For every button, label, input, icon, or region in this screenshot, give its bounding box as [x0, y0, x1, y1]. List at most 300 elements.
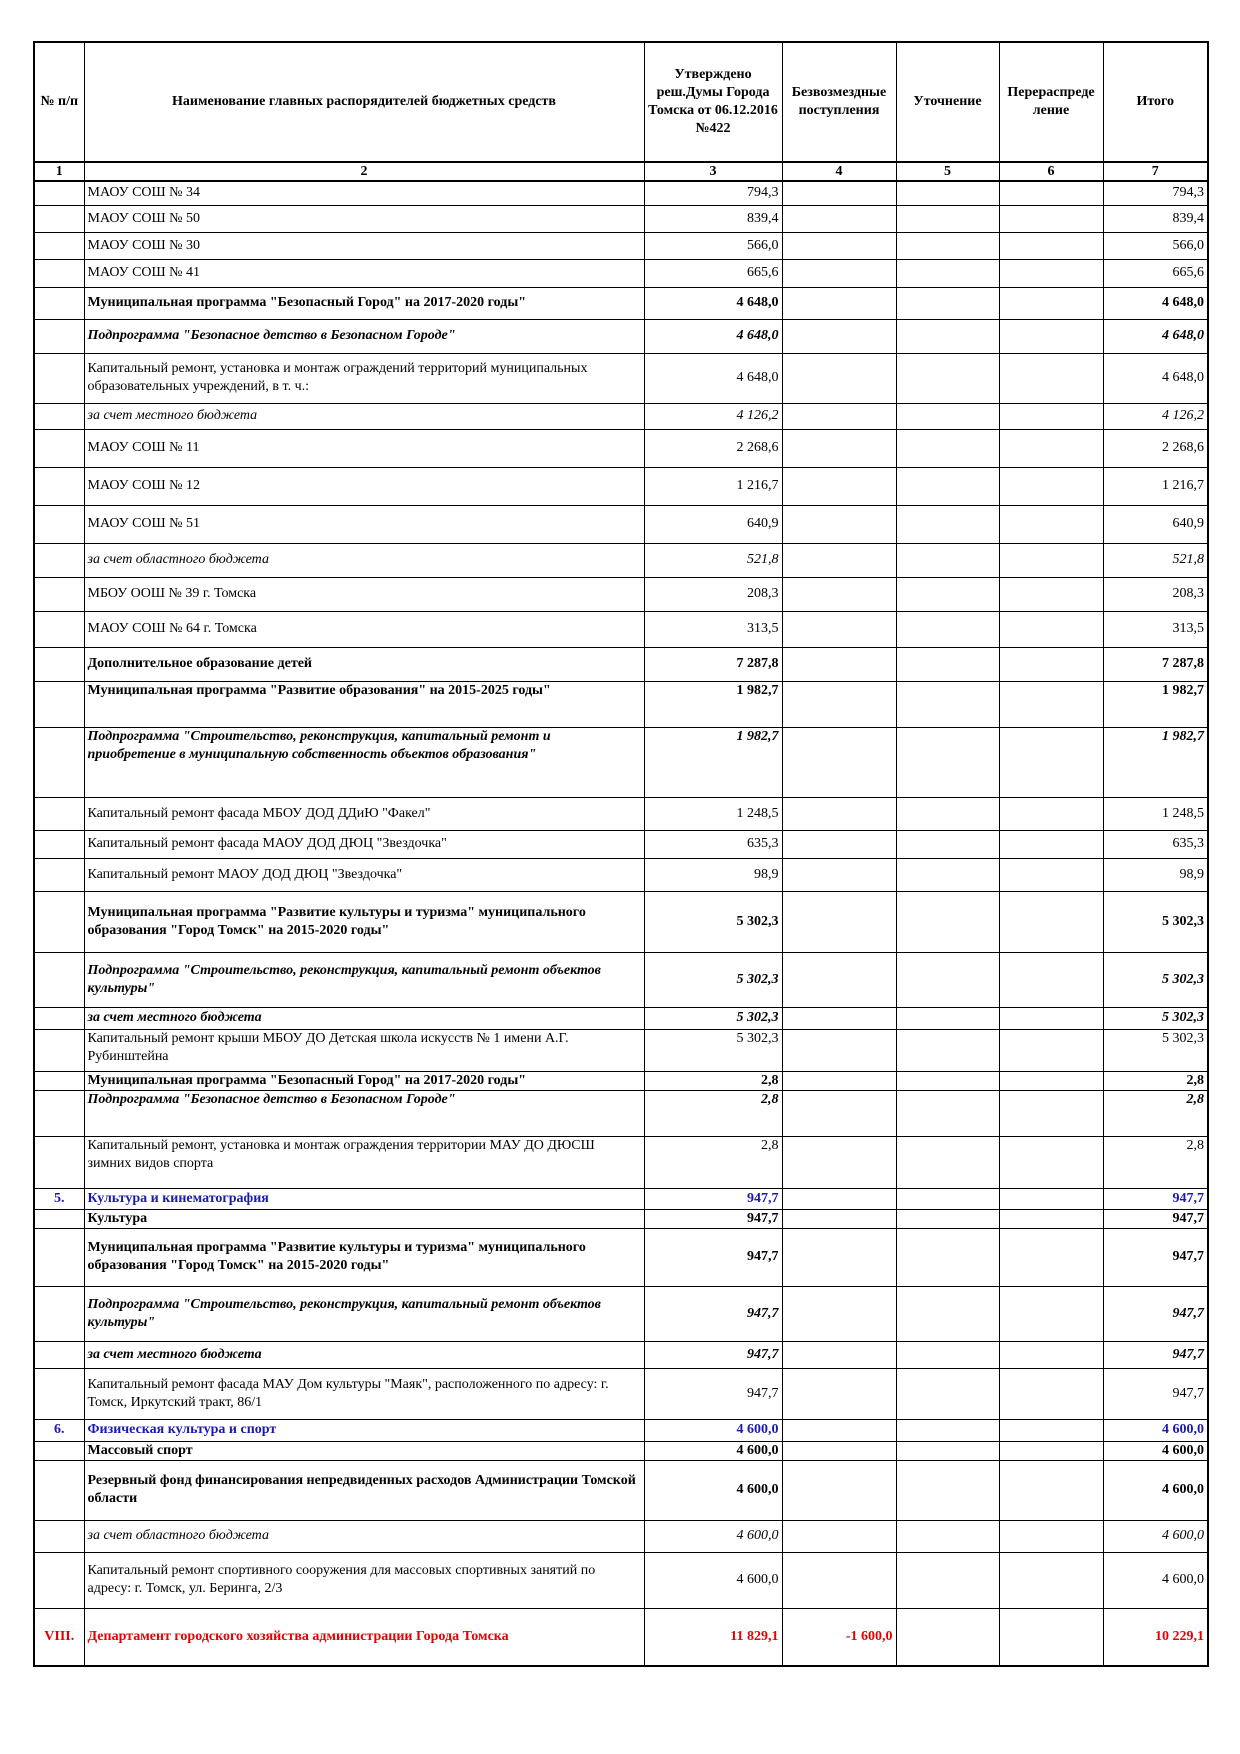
row-redistribution — [999, 403, 1103, 429]
row-name: Подпрограмма "Строительство, реконструкция, капитальный ремонт объектов культуры" — [84, 1286, 644, 1341]
row-redistribution — [999, 1071, 1103, 1090]
row-name: Дополнительное образование детей — [84, 647, 644, 681]
row-adjustment — [896, 891, 999, 952]
column-number: 6 — [999, 162, 1103, 181]
row-name: Капитальный ремонт, установка и монтаж ограждений территорий муниципальных образовательных учреждений, в т. ч.: — [84, 353, 644, 403]
row-total: 4 648,0 — [1103, 319, 1208, 353]
row-name: за счет местного бюджета — [84, 1341, 644, 1368]
table-header — [34, 42, 1208, 181]
row-grants — [782, 1071, 896, 1090]
row-redistribution — [999, 467, 1103, 505]
row-adjustment — [896, 1520, 999, 1552]
row-total: 4 600,0 — [1103, 1460, 1208, 1520]
row-adjustment — [896, 1341, 999, 1368]
row-total: 947,7 — [1103, 1286, 1208, 1341]
row-name: Резервный фонд финансирования непредвиденных расходов Администрации Томской области — [84, 1460, 644, 1520]
table-row — [34, 403, 1208, 429]
row-total: 2,8 — [1103, 1090, 1208, 1136]
row-name: МАОУ СОШ № 34 — [84, 181, 644, 205]
row-redistribution — [999, 287, 1103, 319]
row-grants — [782, 1341, 896, 1368]
table-row — [34, 543, 1208, 577]
table-row — [34, 1188, 1208, 1209]
row-approved: 4 648,0 — [644, 353, 782, 403]
row-redistribution — [999, 577, 1103, 611]
row-name: Капитальный ремонт спортивного сооружения для массовых спортивных занятий по адресу: г. Томск, ул. Беринга, 2/3 — [84, 1552, 644, 1608]
header-name: Наименование главных распорядителей бюджетных средств — [84, 42, 644, 162]
row-total: 1 982,7 — [1103, 727, 1208, 797]
row-total: 10 229,1 — [1103, 1608, 1208, 1666]
row-number — [34, 467, 84, 505]
row-redistribution — [999, 205, 1103, 232]
row-adjustment — [896, 403, 999, 429]
row-grants — [782, 403, 896, 429]
row-number — [34, 181, 84, 205]
row-number — [34, 577, 84, 611]
row-number — [34, 1286, 84, 1341]
row-name: Подпрограмма "Строительство, реконструкция, капитальный ремонт объектов культуры" — [84, 952, 644, 1007]
row-redistribution — [999, 1228, 1103, 1286]
row-total: 4 126,2 — [1103, 403, 1208, 429]
row-number — [34, 1368, 84, 1419]
row-approved: 947,7 — [644, 1368, 782, 1419]
row-number — [34, 403, 84, 429]
row-name: Капитальный ремонт фасада МАУ Дом культуры "Маяк", расположенного по адресу: г. Томск, Иркутский тракт, 86/1 — [84, 1368, 644, 1419]
row-redistribution — [999, 1460, 1103, 1520]
row-total: 4 600,0 — [1103, 1552, 1208, 1608]
row-adjustment — [896, 858, 999, 891]
row-grants — [782, 952, 896, 1007]
row-number — [34, 1460, 84, 1520]
column-number: 2 — [84, 162, 644, 181]
table-row — [34, 1341, 1208, 1368]
row-grants — [782, 1029, 896, 1071]
row-total: 2,8 — [1103, 1136, 1208, 1188]
row-adjustment — [896, 727, 999, 797]
row-approved: 2 268,6 — [644, 429, 782, 467]
row-approved: 2,8 — [644, 1071, 782, 1090]
row-redistribution — [999, 1368, 1103, 1419]
row-grants — [782, 1136, 896, 1188]
row-name: за счет местного бюджета — [84, 403, 644, 429]
row-number — [34, 830, 84, 858]
row-adjustment — [896, 1090, 999, 1136]
row-grants — [782, 287, 896, 319]
row-adjustment — [896, 1209, 999, 1228]
row-adjustment — [896, 1188, 999, 1209]
row-approved: 947,7 — [644, 1286, 782, 1341]
row-number — [34, 232, 84, 259]
row-name: Культура — [84, 1209, 644, 1228]
row-grants — [782, 830, 896, 858]
row-grants — [782, 681, 896, 727]
row-total: 2,8 — [1103, 1071, 1208, 1090]
row-grants — [782, 467, 896, 505]
row-approved: 4 600,0 — [644, 1552, 782, 1608]
row-adjustment — [896, 319, 999, 353]
row-name: за счет областного бюджета — [84, 543, 644, 577]
row-number — [34, 891, 84, 952]
row-name: Капитальный ремонт крыши МБОУ ДО Детская школа искусств № 1 имени А.Г. Рубинштейна — [84, 1029, 644, 1071]
row-approved: 313,5 — [644, 611, 782, 647]
row-number — [34, 429, 84, 467]
row-number — [34, 1029, 84, 1071]
header-number: № п/п — [34, 42, 84, 162]
row-number — [34, 647, 84, 681]
row-number — [34, 353, 84, 403]
row-adjustment — [896, 611, 999, 647]
row-approved: 4 600,0 — [644, 1419, 782, 1441]
row-adjustment — [896, 1029, 999, 1071]
row-grants — [782, 1441, 896, 1460]
row-total: 839,4 — [1103, 205, 1208, 232]
row-grants — [782, 1209, 896, 1228]
row-name: Муниципальная программа "Развитие культуры и туризма" муниципального образования "Город Томск" на 2015-2020 годы" — [84, 1228, 644, 1286]
column-number: 7 — [1103, 162, 1208, 181]
row-total: 5 302,3 — [1103, 891, 1208, 952]
table-row — [34, 287, 1208, 319]
table-row — [34, 467, 1208, 505]
row-adjustment — [896, 232, 999, 259]
row-approved: 640,9 — [644, 505, 782, 543]
row-adjustment — [896, 1608, 999, 1666]
row-name: Муниципальная программа "Развитие культуры и туризма" муниципального образования "Город Томск" на 2015-2020 годы" — [84, 891, 644, 952]
row-total: 2 268,6 — [1103, 429, 1208, 467]
row-adjustment — [896, 1071, 999, 1090]
row-name: Подпрограмма "Безопасное детство в Безопасном Городе" — [84, 1090, 644, 1136]
row-total: 313,5 — [1103, 611, 1208, 647]
column-number: 4 — [782, 162, 896, 181]
row-adjustment — [896, 205, 999, 232]
row-redistribution — [999, 1286, 1103, 1341]
row-grants — [782, 797, 896, 830]
row-number — [34, 543, 84, 577]
header-grants: Безвозмездные поступления — [782, 42, 896, 162]
row-redistribution — [999, 647, 1103, 681]
row-approved: 947,7 — [644, 1341, 782, 1368]
row-number — [34, 1136, 84, 1188]
row-approved: 5 302,3 — [644, 1007, 782, 1029]
row-grants: -1 600,0 — [782, 1608, 896, 1666]
row-number — [34, 1228, 84, 1286]
row-grants — [782, 1520, 896, 1552]
row-total: 947,7 — [1103, 1368, 1208, 1419]
row-redistribution — [999, 259, 1103, 287]
row-redistribution — [999, 1552, 1103, 1608]
row-adjustment — [896, 1441, 999, 1460]
table-row — [34, 1071, 1208, 1090]
row-adjustment — [896, 1136, 999, 1188]
table-row — [34, 353, 1208, 403]
row-total: 4 600,0 — [1103, 1441, 1208, 1460]
row-grants — [782, 353, 896, 403]
row-redistribution — [999, 1136, 1103, 1188]
row-approved: 4 600,0 — [644, 1460, 782, 1520]
row-total: 1 216,7 — [1103, 467, 1208, 505]
table-row — [34, 1460, 1208, 1520]
row-number — [34, 952, 84, 1007]
row-adjustment — [896, 259, 999, 287]
row-grants — [782, 891, 896, 952]
row-total: 947,7 — [1103, 1209, 1208, 1228]
table-row — [34, 891, 1208, 952]
row-total: 640,9 — [1103, 505, 1208, 543]
row-redistribution — [999, 1029, 1103, 1071]
row-adjustment — [896, 287, 999, 319]
row-approved: 947,7 — [644, 1228, 782, 1286]
table-row — [34, 1090, 1208, 1136]
row-adjustment — [896, 181, 999, 205]
row-name: Капитальный ремонт, установка и монтаж ограждения территории МАУ ДО ДЮСШ зимних видов спорта — [84, 1136, 644, 1188]
row-adjustment — [896, 647, 999, 681]
column-number: 5 — [896, 162, 999, 181]
row-grants — [782, 232, 896, 259]
row-redistribution — [999, 952, 1103, 1007]
row-total: 5 302,3 — [1103, 1029, 1208, 1071]
row-redistribution — [999, 1209, 1103, 1228]
row-grants — [782, 1188, 896, 1209]
row-grants — [782, 429, 896, 467]
row-approved: 4 600,0 — [644, 1520, 782, 1552]
row-adjustment — [896, 1286, 999, 1341]
header-adjustment: Уточнение — [896, 42, 999, 162]
row-grants — [782, 1419, 896, 1441]
table-row — [34, 1419, 1208, 1441]
row-redistribution — [999, 1419, 1103, 1441]
row-redistribution — [999, 505, 1103, 543]
row-total: 5 302,3 — [1103, 952, 1208, 1007]
row-approved: 2,8 — [644, 1136, 782, 1188]
row-redistribution — [999, 319, 1103, 353]
row-grants — [782, 858, 896, 891]
row-name: Массовый спорт — [84, 1441, 644, 1460]
row-total: 7 287,8 — [1103, 647, 1208, 681]
row-grants — [782, 543, 896, 577]
budget-table — [33, 41, 1209, 1667]
row-approved: 665,6 — [644, 259, 782, 287]
row-total: 794,3 — [1103, 181, 1208, 205]
row-name: Капитальный ремонт фасада МБОУ ДОД ДДиЮ "Факел" — [84, 797, 644, 830]
row-approved: 1 216,7 — [644, 467, 782, 505]
row-total: 4 648,0 — [1103, 353, 1208, 403]
row-approved: 5 302,3 — [644, 1029, 782, 1071]
row-number — [34, 611, 84, 647]
row-approved: 635,3 — [644, 830, 782, 858]
row-approved: 1 248,5 — [644, 797, 782, 830]
row-adjustment — [896, 797, 999, 830]
row-redistribution — [999, 1341, 1103, 1368]
row-approved: 1 982,7 — [644, 681, 782, 727]
row-name: Капитальный ремонт МАОУ ДОД ДЮЦ "Звездочка" — [84, 858, 644, 891]
table-row — [34, 797, 1208, 830]
row-redistribution — [999, 611, 1103, 647]
row-name: за счет местного бюджета — [84, 1007, 644, 1029]
row-number — [34, 858, 84, 891]
row-grants — [782, 577, 896, 611]
column-number-row — [34, 162, 1208, 181]
row-number — [34, 1520, 84, 1552]
row-total: 4 600,0 — [1103, 1520, 1208, 1552]
row-approved: 5 302,3 — [644, 891, 782, 952]
row-total: 947,7 — [1103, 1228, 1208, 1286]
row-number: VIII. — [34, 1608, 84, 1666]
row-redistribution — [999, 1608, 1103, 1666]
table-row — [34, 1007, 1208, 1029]
row-name: МАОУ СОШ № 12 — [84, 467, 644, 505]
row-adjustment — [896, 577, 999, 611]
table-row — [34, 611, 1208, 647]
row-grants — [782, 1286, 896, 1341]
row-approved: 208,3 — [644, 577, 782, 611]
row-name: Подпрограмма "Безопасное детство в Безопасном Городе" — [84, 319, 644, 353]
row-redistribution — [999, 1090, 1103, 1136]
row-name: Муниципальная программа "Развитие образования" на 2015-2025 годы" — [84, 681, 644, 727]
row-name: МАОУ СОШ № 11 — [84, 429, 644, 467]
row-approved: 839,4 — [644, 205, 782, 232]
row-adjustment — [896, 952, 999, 1007]
row-total: 1 248,5 — [1103, 797, 1208, 830]
table-row — [34, 205, 1208, 232]
row-name: МАОУ СОШ № 64 г. Томска — [84, 611, 644, 647]
row-name: Муниципальная программа "Безопасный Город" на 2017-2020 годы" — [84, 287, 644, 319]
row-number — [34, 1552, 84, 1608]
table-row — [34, 681, 1208, 727]
row-grants — [782, 1090, 896, 1136]
row-approved: 11 829,1 — [644, 1608, 782, 1666]
row-redistribution — [999, 830, 1103, 858]
header-redistribution: Перераспреде ление — [999, 42, 1103, 162]
row-grants — [782, 1007, 896, 1029]
header-total: Итого — [1103, 42, 1208, 162]
row-redistribution — [999, 891, 1103, 952]
row-grants — [782, 727, 896, 797]
row-total: 208,3 — [1103, 577, 1208, 611]
row-redistribution — [999, 1007, 1103, 1029]
row-adjustment — [896, 830, 999, 858]
row-approved: 947,7 — [644, 1209, 782, 1228]
row-total: 635,3 — [1103, 830, 1208, 858]
row-total: 5 302,3 — [1103, 1007, 1208, 1029]
table-row — [34, 830, 1208, 858]
row-name: Культура и кинематография — [84, 1188, 644, 1209]
row-number — [34, 681, 84, 727]
row-adjustment — [896, 353, 999, 403]
row-adjustment — [896, 681, 999, 727]
row-adjustment — [896, 505, 999, 543]
column-number: 3 — [644, 162, 782, 181]
row-redistribution — [999, 727, 1103, 797]
row-approved: 1 982,7 — [644, 727, 782, 797]
row-redistribution — [999, 797, 1103, 830]
row-total: 1 982,7 — [1103, 681, 1208, 727]
row-grants — [782, 1552, 896, 1608]
column-number: 1 — [34, 162, 84, 181]
row-number — [34, 797, 84, 830]
row-grants — [782, 181, 896, 205]
row-approved: 2,8 — [644, 1090, 782, 1136]
row-approved: 4 126,2 — [644, 403, 782, 429]
row-number — [34, 1090, 84, 1136]
table-row — [34, 232, 1208, 259]
row-name: МАОУ СОШ № 41 — [84, 259, 644, 287]
row-total: 665,6 — [1103, 259, 1208, 287]
row-redistribution — [999, 858, 1103, 891]
header-approved: Утверждено реш.Думы Города Томска от 06.12.2016 №422 — [644, 42, 782, 162]
row-name: Департамент городского хозяйства администрации Города Томска — [84, 1608, 644, 1666]
row-grants — [782, 1460, 896, 1520]
row-number — [34, 1209, 84, 1228]
row-name: Капитальный ремонт фасада МАОУ ДОД ДЮЦ "Звездочка" — [84, 830, 644, 858]
row-approved: 566,0 — [644, 232, 782, 259]
row-approved: 4 648,0 — [644, 287, 782, 319]
table-row — [34, 505, 1208, 543]
row-number — [34, 259, 84, 287]
row-grants — [782, 319, 896, 353]
row-total: 98,9 — [1103, 858, 1208, 891]
row-adjustment — [896, 1228, 999, 1286]
row-name: Муниципальная программа "Безопасный Город" на 2017-2020 годы" — [84, 1071, 644, 1090]
table-row — [34, 1441, 1208, 1460]
row-approved: 98,9 — [644, 858, 782, 891]
row-number — [34, 1441, 84, 1460]
table-row — [34, 1368, 1208, 1419]
row-approved: 947,7 — [644, 1188, 782, 1209]
row-number — [34, 727, 84, 797]
row-approved: 7 287,8 — [644, 647, 782, 681]
row-total: 4 600,0 — [1103, 1419, 1208, 1441]
row-number — [34, 505, 84, 543]
table-row — [34, 1286, 1208, 1341]
table-row — [34, 1552, 1208, 1608]
row-adjustment — [896, 1007, 999, 1029]
row-grants — [782, 647, 896, 681]
table-row — [34, 952, 1208, 1007]
row-number: 6. — [34, 1419, 84, 1441]
table-row — [34, 1228, 1208, 1286]
table-row — [34, 319, 1208, 353]
table-row — [34, 1029, 1208, 1071]
row-number — [34, 205, 84, 232]
row-number: 5. — [34, 1188, 84, 1209]
row-grants — [782, 205, 896, 232]
table-row — [34, 259, 1208, 287]
row-grants — [782, 611, 896, 647]
row-grants — [782, 259, 896, 287]
budget-table-sheet — [33, 41, 1207, 1667]
row-total: 947,7 — [1103, 1188, 1208, 1209]
row-number — [34, 1341, 84, 1368]
row-grants — [782, 1228, 896, 1286]
table-row — [34, 858, 1208, 891]
row-approved: 794,3 — [644, 181, 782, 205]
row-redistribution — [999, 543, 1103, 577]
row-adjustment — [896, 543, 999, 577]
row-adjustment — [896, 1552, 999, 1608]
table-row — [34, 1209, 1208, 1228]
row-adjustment — [896, 1460, 999, 1520]
row-grants — [782, 1368, 896, 1419]
row-name: МБОУ ООШ № 39 г. Томска — [84, 577, 644, 611]
row-grants — [782, 505, 896, 543]
row-approved: 521,8 — [644, 543, 782, 577]
row-adjustment — [896, 467, 999, 505]
table-row — [34, 429, 1208, 467]
table-row — [34, 647, 1208, 681]
table-row — [34, 181, 1208, 205]
table-body — [34, 181, 1208, 1666]
row-redistribution — [999, 181, 1103, 205]
row-adjustment — [896, 429, 999, 467]
